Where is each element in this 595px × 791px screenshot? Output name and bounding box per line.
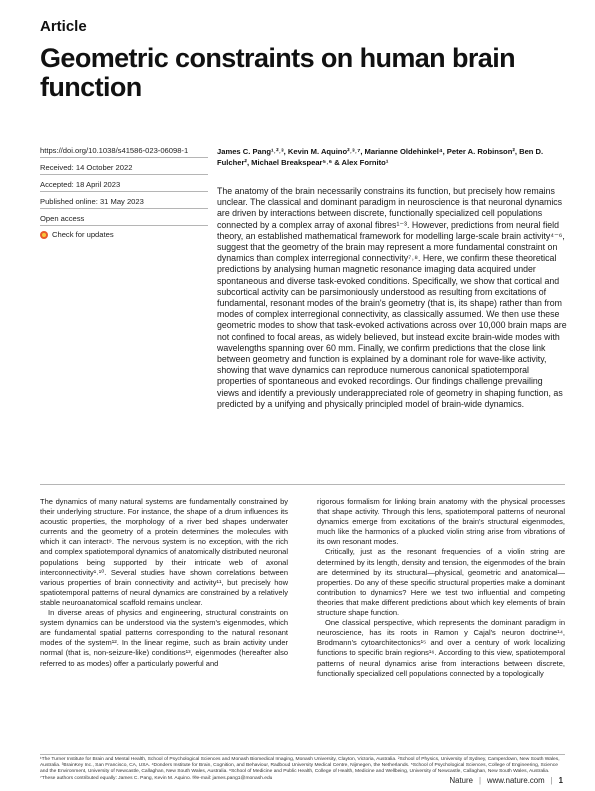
check-for-updates-button[interactable] [40,230,208,240]
received-date: Received: 14 October 2022 [40,163,133,172]
page-footer [450,776,563,785]
journal-url[interactable]: www.nature.com [486,776,545,785]
body-column-left [40,497,288,669]
article-type-label: Article [40,18,87,35]
sidebar-divider [40,191,208,192]
published-date: Published online: 31 May 2023 [40,197,144,206]
affiliations-footnote: ¹The Turner Institute for Brain and Mental Health, School of Psychological Sciences and Monash Biomedical Imaging, Monash University, Clayton, Victoria, Australia. ²School of Physics, University of Sydney, Camperdown, New South Wales, Australia. ³BrainKey Inc., San Francisco, CA, USA. ⁴Donders Institute for Brain, Cognition, and Behaviour, Radboud University Medical Centre, Nijmegen, the Netherlands. ⁵School of Psychological Sciences, College of Engineering, Science and the Environment, University of Newcastle, Callaghan, New South Wales, Australia. ⁶School of Medicine and Public Health, College of Health, Medicine and Wellbeing, University of Newcastle, Callaghan, New South Wales, Australia. ⁷These authors contributed equally: James C. Pang, Kevin M. Aquino. ✉e-mail: james.pang1@monash.edu [40,757,560,781]
sidebar-divider [40,174,208,175]
sidebar-divider [40,225,208,226]
body-paragraph: One classical perspective, which represents the dominant paradigm in neuroscience, has its roots in Ramon y Cajal's neuron doctrine¹⁴, Brodmann's cytoarchitectonics¹⁵ and over a century of work localizing functions to specific brain regions¹⁶. According to this view, spatiotemporal patterns of neural dynamics arise from interactions between discrete, functionally specialized cell populations connected by a topologically [317,618,565,678]
doi-link[interactable]: https://doi.org/10.1038/s41586-023-06098-1 [40,146,189,155]
body-column-right [317,497,565,679]
footer-separator: | [550,776,553,785]
footer-separator: | [478,776,481,785]
accepted-date: Accepted: 18 April 2023 [40,180,121,189]
journal-name: Nature [449,776,473,785]
body-paragraph: rigorous formalism for linking brain anatomy with the physical processes that shape activity. Through this lens, spatiotemporal patterns of neuronal dynamics emerge from excitations of the brain's structural eigenmodes, much like the harmonics of a plucked violin string arise from vibrations of its own resonant modes. [317,497,565,547]
page-number: 1 [558,776,563,785]
crossmark-icon [40,231,48,239]
check-for-updates-label: Check for updates [52,230,114,239]
body-paragraph: The dynamics of many natural systems are fundamentally constrained by their underlying structure. For instance, the shape of a drum influences its acoustic properties, the morphology of a river bed shapes underwater currents and the geometry of a protein determines the molecules with which it can interact⁹. The nervous system is no exception, with the rich and complex spatiotemporal dynamics of anatomically distributed neuronal populations being supported by their intricate web of axonal interconnectivity¹˒¹⁰. Several studies have shown correlations between various properties of brain connectivity and activity¹¹, but precisely how spatiotemporal patterns of neural dynamics are constrained by a relatively stable neuroanatomical scaffold remains unclear. [40,497,288,607]
open-access-label: Open access [40,214,85,223]
sidebar-divider [40,157,208,158]
body-paragraph: In diverse areas of physics and engineering, structural constraints on system dynamics can be understood via the system's eigenmodes, which are fundamental spatial patterns corresponding to the natural resonant modes of the system¹². In the linear regime, such as brain activity under normal (that is, non-seizure-like) conditions¹³, eigenmodes (hereafter also referred to as modes) offer a particularly powerful and [40,608,288,668]
footnote-divider [40,754,565,755]
author-list: James C. Pang¹˒²˒³, Kevin M. Aquino²˒³˒⁷, Marianne Oldehinkel⁴, Peter A. Robinson², Ben D. Fulcher², Michael Breakspear⁵˒⁶ & Alex Fornito¹ [217,147,544,167]
article-title: Geometric constraints on human brain function [40,43,515,102]
section-divider [40,484,565,485]
body-paragraph: Critically, just as the resonant frequencies of a violin string are determined by its length, density and tension, the eigenmodes of the brain are determined by its structural—physical, geometric and anatomical—properties. Do any of these specific structural properties make a dominant contribution to dynamics? Here we test two influential and competing theories that make different predictions about which key elements of brain structure shape function. [317,547,565,618]
sidebar-divider [40,208,208,209]
abstract: The anatomy of the brain necessarily constrains its function, but precisely how remains unclear. The classical and dominant paradigm in neuroscience is that neuronal dynamics are driven by interactions between discrete, functionally specialized cell populations connected by a complex array of axonal fibres¹⁻³. However, predictions from neural field theory, an established mathematical framework for modelling large-scale brain activity⁴⁻⁶, suggest that the geometry of the brain may represent a more fundamental constraint on dynamics than complex interregional connectivity⁷˒⁸. Here, we confirm these theoretical predictions by analysing human magnetic resonance imaging data acquired under spontaneous and diverse task-evoked conditions. Specifically, we show that cortical and subcortical activity can be parsimoniously understood as resulting from excitations of fundamental, resonant modes of the brain's geometry (that is, its shape) rather than from modes of complex interregional connectivity, as classically assumed. We then use these geometric modes to show that task-evoked activations across over 10,000 brain maps are not confined to focal areas, as widely believed, but instead excite brain-wide modes with wavelengths spanning over 60 mm. Finally, we confirm predictions that the close link between geometry and function is explained by a dominant role for wave-like activity, showing that wave dynamics can reproduce numerous canonical spatiotemporal properties of spontaneous and evoked recordings. Our findings challenge prevailing views and identify a previously underappreciated role of geometry in shaping function, as predicted by a unifying and physically principled model of brain-wide dynamics. [217,186,567,409]
